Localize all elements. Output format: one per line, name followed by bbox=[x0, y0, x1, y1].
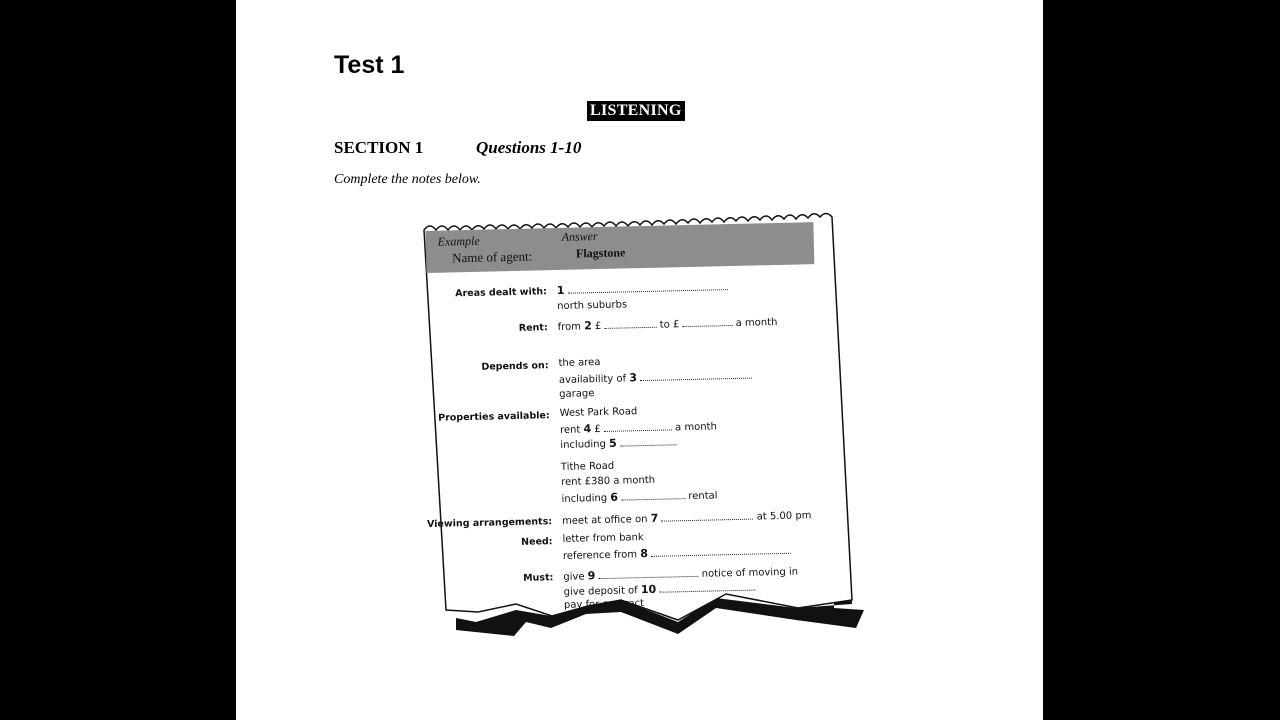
example-box bbox=[425, 222, 814, 273]
property2-name: Tithe Road bbox=[560, 460, 615, 473]
property2-including-row bbox=[561, 488, 717, 505]
q3-blank[interactable] bbox=[640, 370, 752, 382]
property2-rental: rental bbox=[688, 490, 718, 503]
must-give-row bbox=[563, 565, 798, 583]
rent-from: from bbox=[557, 321, 582, 333]
q4-number: 4 bbox=[583, 422, 592, 436]
instruction-text: Complete the notes below. bbox=[334, 172, 481, 187]
viewing-row bbox=[562, 508, 812, 527]
must-deposit-row bbox=[564, 581, 756, 598]
example-label: Example bbox=[437, 233, 480, 249]
rent-month: a month bbox=[735, 316, 778, 329]
q1-blank[interactable] bbox=[568, 281, 728, 294]
q7-blank[interactable] bbox=[661, 511, 753, 522]
answer-label: Answer bbox=[561, 229, 598, 244]
q8-blank[interactable] bbox=[651, 545, 791, 557]
q5-number: 5 bbox=[608, 436, 617, 450]
areas-label: Areas dealt with: bbox=[455, 286, 548, 300]
viewing-time: at 5.00 pm bbox=[756, 510, 812, 523]
must-label: Must: bbox=[523, 572, 554, 584]
must-pay-contract: pay for contract bbox=[563, 598, 645, 611]
property1-rent: rent bbox=[559, 424, 581, 436]
test-title: Test 1 bbox=[334, 51, 405, 79]
q7-number: 7 bbox=[650, 511, 659, 525]
example-answer: Flagstone bbox=[575, 245, 626, 261]
rent-pound: £ bbox=[594, 320, 602, 333]
property1-month: a month bbox=[674, 421, 717, 434]
property1-name: West Park Road bbox=[559, 406, 638, 419]
q10-blank[interactable] bbox=[659, 582, 755, 593]
property1-pound: £ bbox=[594, 424, 601, 436]
q1-number: 1 bbox=[556, 283, 565, 297]
q6-blank[interactable] bbox=[621, 490, 685, 500]
q6-number: 6 bbox=[610, 490, 619, 504]
section-heading: SECTION 1 bbox=[334, 138, 424, 157]
depends-label: Depends on: bbox=[481, 360, 549, 373]
q2-blank-from[interactable] bbox=[604, 319, 656, 329]
viewing-label: Viewing arrangements: bbox=[426, 516, 553, 530]
questions-range: Questions 1-10 bbox=[476, 138, 582, 157]
need-label: Need: bbox=[521, 536, 553, 548]
depends-area: the area bbox=[558, 357, 601, 369]
q2-blank-to[interactable] bbox=[682, 317, 732, 327]
q8-number: 8 bbox=[640, 546, 649, 561]
q10-number: 10 bbox=[640, 582, 657, 597]
depends-availability: availability of bbox=[558, 373, 627, 386]
must-deposit: give deposit of bbox=[563, 585, 638, 598]
q5-blank[interactable] bbox=[620, 436, 676, 446]
property2-including: including bbox=[561, 492, 608, 505]
property1-including-row bbox=[560, 435, 676, 451]
depends-availability-row bbox=[559, 369, 752, 386]
notes-form bbox=[411, 203, 881, 653]
need-bank-letter: letter from bank bbox=[562, 532, 644, 545]
rent-label: Rent: bbox=[518, 322, 548, 334]
rent-row bbox=[558, 315, 778, 333]
need-reference: reference from bbox=[562, 549, 638, 562]
document-page bbox=[236, 0, 1043, 720]
viewing-meet: meet at office on bbox=[561, 513, 648, 527]
notes-card bbox=[416, 208, 864, 650]
must-notice: notice of moving in bbox=[701, 566, 799, 580]
q3-number: 3 bbox=[629, 371, 638, 385]
properties-label: Properties available: bbox=[438, 410, 550, 424]
areas-north-suburbs: north suburbs bbox=[557, 299, 628, 312]
areas-blank-row bbox=[557, 280, 728, 297]
property2-rent: rent £380 a month bbox=[561, 474, 656, 488]
depends-garage: garage bbox=[559, 388, 595, 400]
must-give: give bbox=[563, 571, 585, 583]
q9-number: 9 bbox=[587, 569, 596, 583]
q9-blank[interactable] bbox=[598, 568, 698, 579]
need-reference-row bbox=[563, 544, 791, 562]
q4-blank[interactable] bbox=[604, 421, 672, 432]
property1-rent-row bbox=[560, 419, 717, 436]
rent-to: to £ bbox=[659, 319, 680, 331]
property1-including: including bbox=[560, 438, 607, 451]
paper-label: LISTENING bbox=[587, 101, 685, 121]
example-question: Name of agent: bbox=[451, 248, 533, 266]
q2-number: 2 bbox=[583, 319, 592, 333]
